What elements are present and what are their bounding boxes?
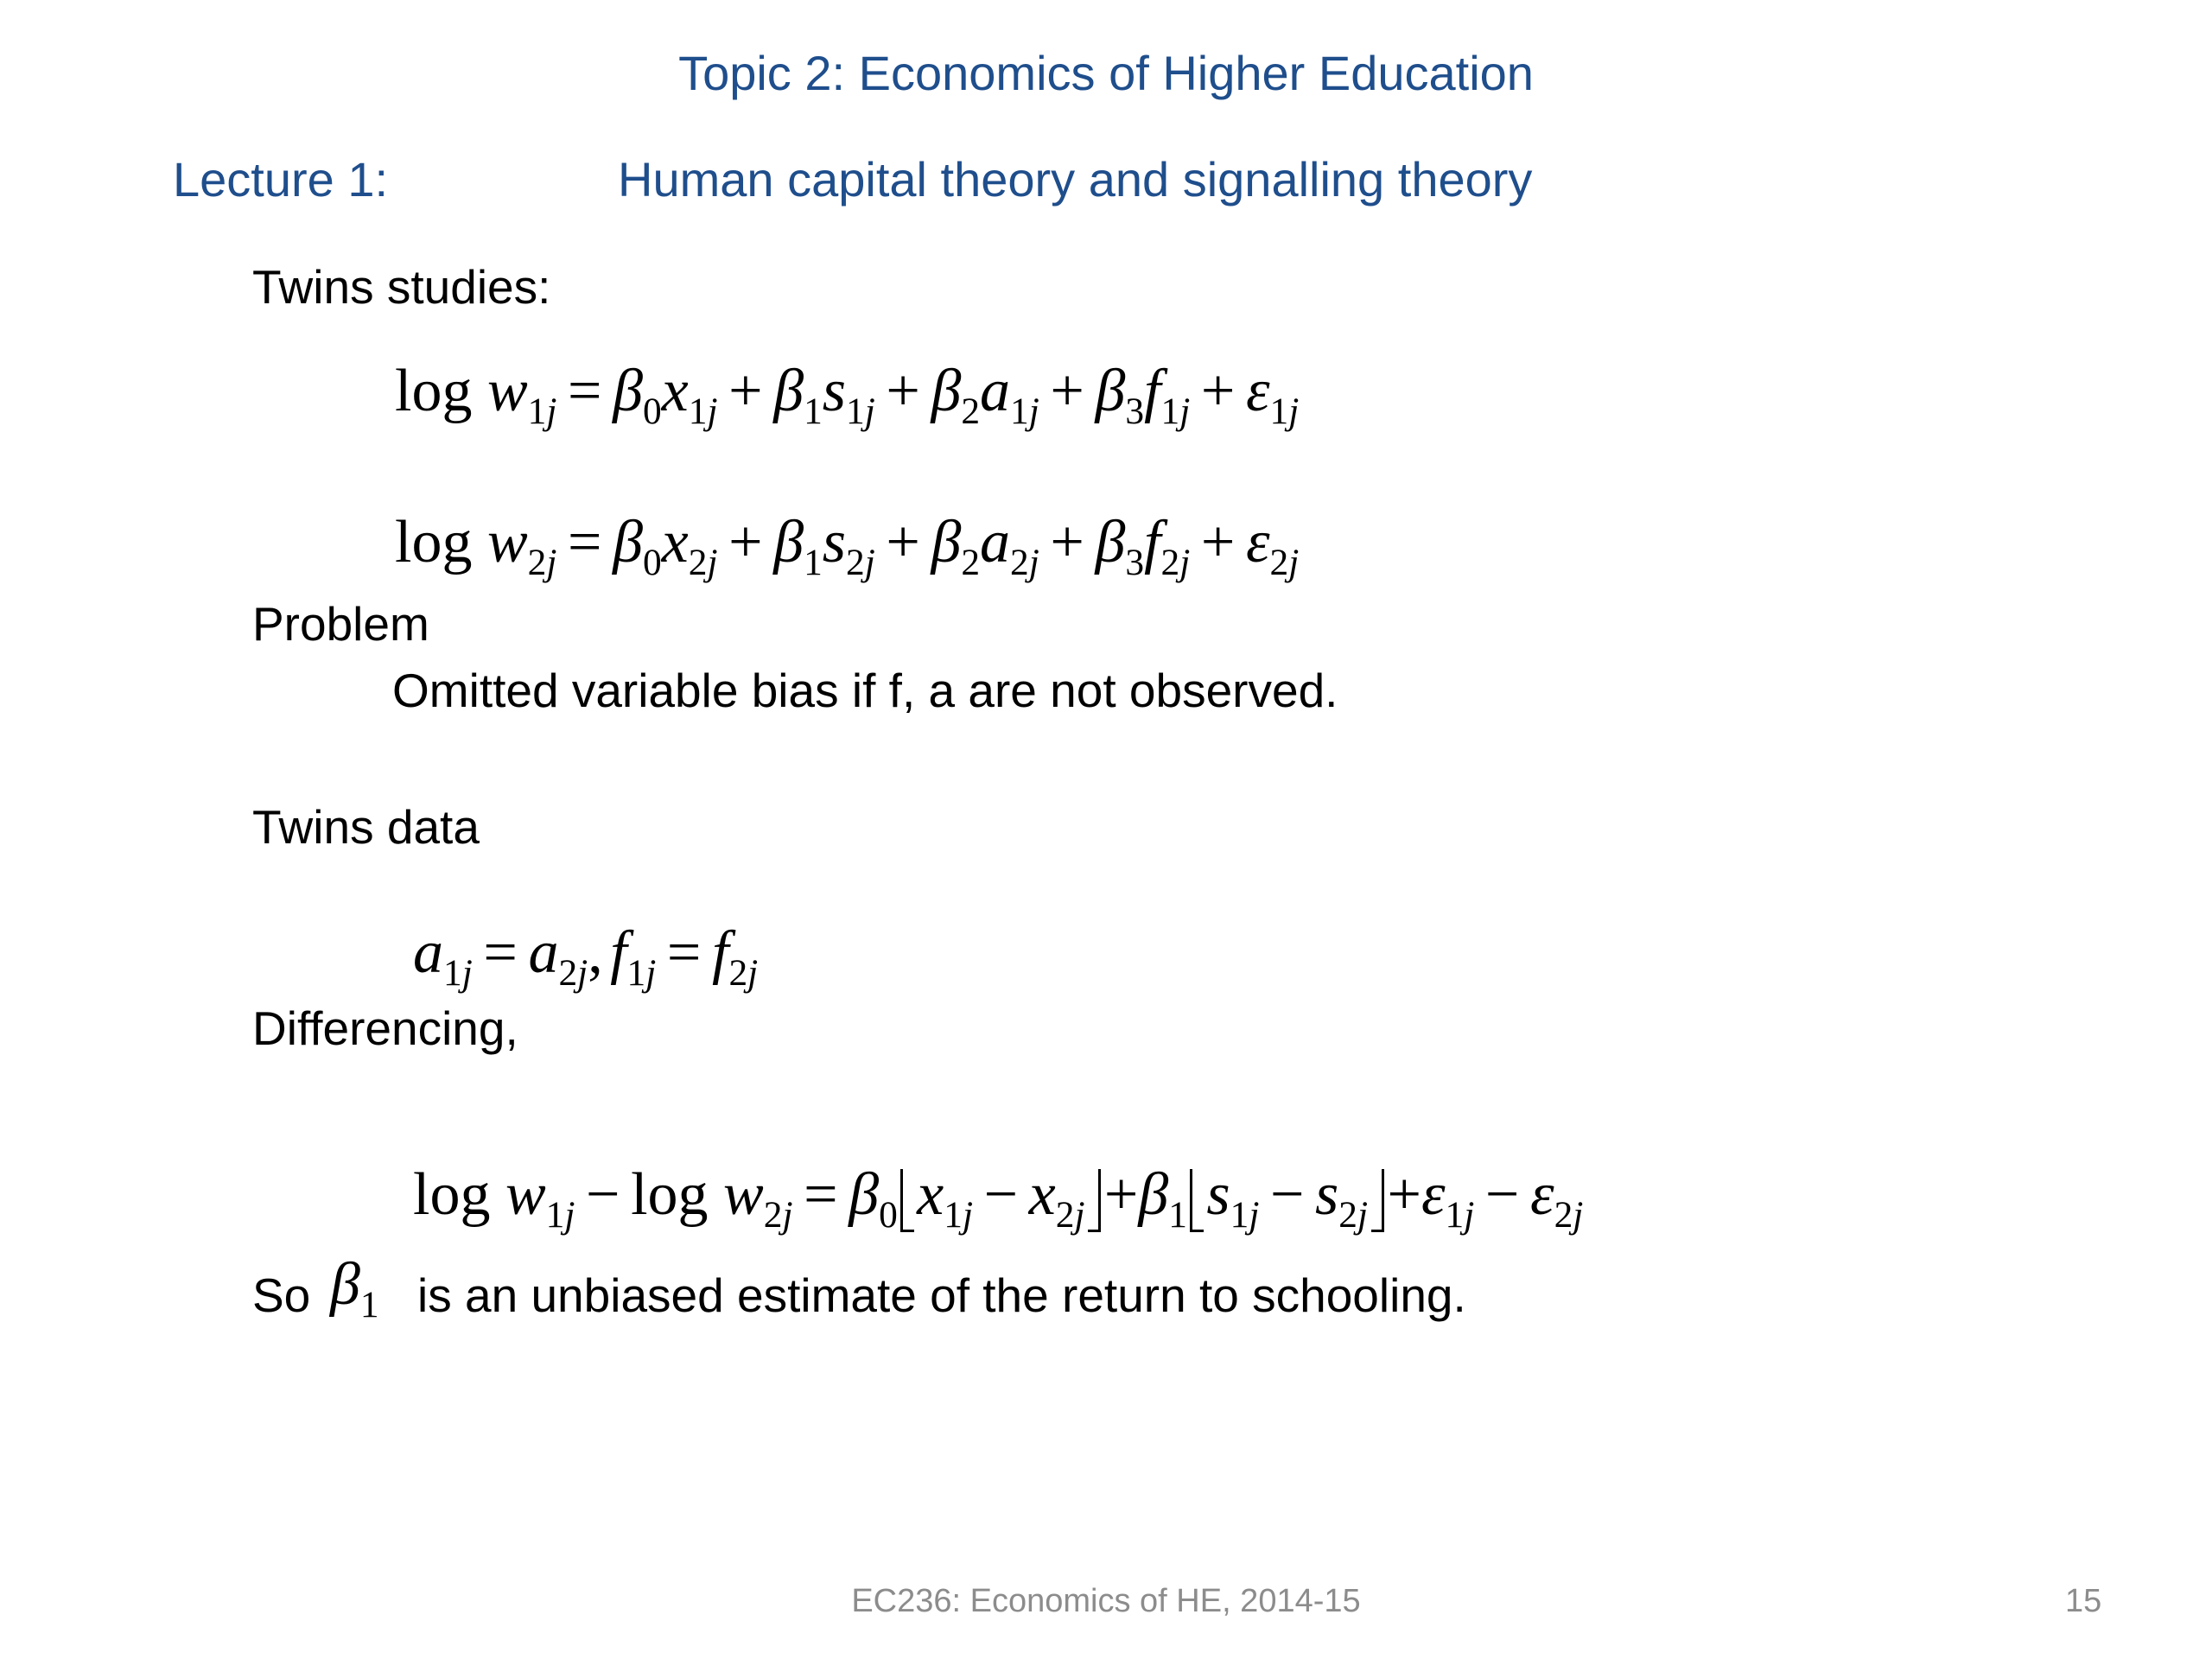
omitted-variable-text: Omitted variable bias if f, a are not observed. (392, 664, 1338, 717)
footer-course: EC236: Economics of HE, 2014-15 (851, 1583, 1361, 1619)
page-number: 15 (2065, 1583, 2102, 1619)
lecture-label: Lecture 1: (173, 152, 389, 207)
twins-studies-heading: Twins studies: (252, 260, 551, 314)
equation-twin-equality: $a_{1j} = a_{2j}$, $f_{1j} = f_{2j}$ (413, 919, 759, 995)
twins-data-heading: Twins data (252, 800, 480, 854)
conclusion-text: is an unbiased estimate of the return to schooling. (417, 1268, 1466, 1322)
so-label: So (252, 1268, 311, 1322)
problem-heading: Problem (252, 597, 429, 651)
equation-differenced: $\log w_{1j} - \log w_{2j} = \beta_0$ $x_{1j} - x_{2j} +\beta_1$ $s_{1j} - s_{2j} +\varepsilon_{1j} - \varepsilon_{2j}$ (413, 1161, 1584, 1236)
differencing-heading: Differencing, (252, 1001, 518, 1055)
beta1-symbol: $\beta_1$ (330, 1251, 379, 1326)
equation-twin-2: $\log w_{2j} = \beta_0x_{2j} + \beta_1s_{2j} + \beta_2a_{2j} + \beta_3f_{2j} + \varepsilon_{2j}$ (395, 509, 1300, 584)
lecture-title: Human capital theory and signalling theory (618, 152, 1533, 207)
equation-twin-1: $\log w_{1j} = \beta_0x_{1j} + \beta_1s_{1j} + \beta_2a_{1j} + \beta_3f_{1j} + \varepsilon_{1j}$ (395, 358, 1300, 433)
slide-topic-title: Topic 2: Economics of Higher Education (678, 46, 1534, 100)
